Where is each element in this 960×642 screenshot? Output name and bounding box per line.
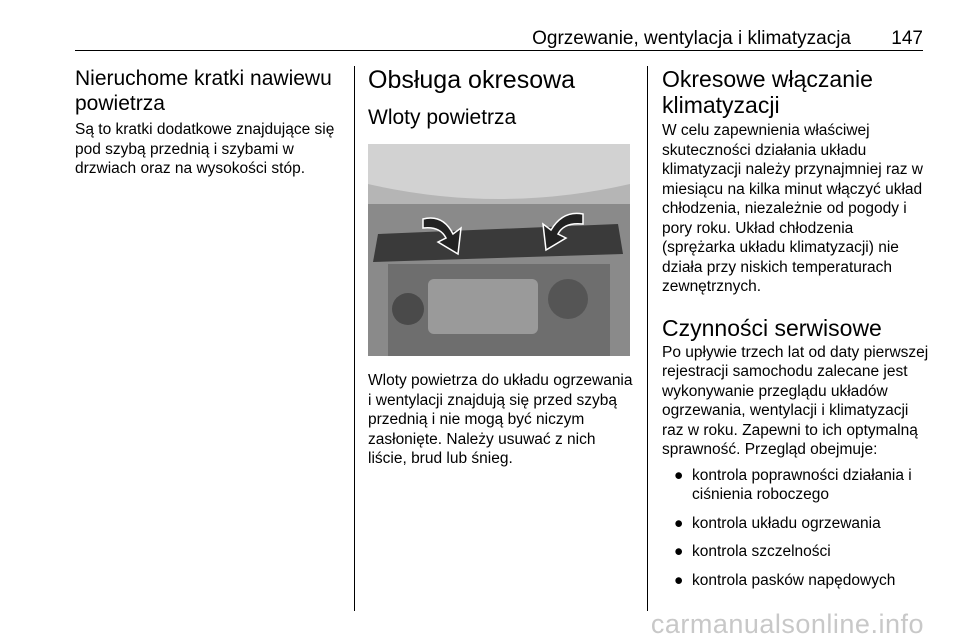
bullet-icon: ●	[674, 543, 684, 560]
section-heading-maintenance: Obsługa okresowa	[368, 66, 576, 94]
page-header	[75, 28, 923, 51]
column-3	[662, 66, 930, 599]
bullet-icon: ●	[674, 571, 684, 589]
air-inlets-text: Wloty powietrza do układu ogrzewania i wentylacji znajdują się przed szybą przednią i nie mogą być niczym zasłonięte. Należy usuwać z nich liście, brud lub śnieg.	[368, 372, 633, 467]
watermark: carmanualsonline.info	[650, 609, 924, 639]
subheading-air-inlets: Wloty powietrza	[368, 106, 517, 129]
section-heading-service: Czynności serwisowe	[662, 314, 882, 341]
list-item: ● kontrola układu ogrzewania	[674, 514, 881, 532]
bullet-icon: ●	[674, 514, 684, 532]
column-1	[75, 66, 345, 179]
engine-bay-photo	[368, 144, 630, 356]
bullet-icon: ●	[674, 466, 684, 484]
column-divider-2	[647, 66, 648, 611]
list-item: ● kontrola poprawności działania i ciśnienia roboczego	[674, 466, 912, 503]
vents-text: Są to kratki dodatkowe znajdujące się pod szybą przednią i szybami w drzwiach oraz na wysokości stóp.	[75, 121, 335, 177]
list-item: ● kontrola szczelności	[674, 543, 831, 560]
section-heading-vents: Nieruchome kratki nawiewu powietrza	[75, 67, 332, 115]
service-checklist	[662, 466, 930, 591]
ac-text: W celu zapewnienia właściwej skuteczności działania układu klimatyzacji należy przynajmniej raz w miesiącu na kilka minut włączyć układ chłodzenia, niezależnie od pogody i pory roku. Układ chłodzenia (sprężarka układu klimatyzacji) nie działa przy niskich temperaturach zewnętrznych.	[662, 122, 923, 295]
column-divider-1	[354, 66, 355, 611]
list-item: ● kontrola pasków napędowych	[674, 571, 896, 589]
section-heading-ac: Okresowe włączanie klimatyzacji	[662, 66, 873, 118]
header-title: Ogrzewanie, wentylacja i klimatyzacja	[532, 28, 851, 49]
service-text: Po upływie trzech lat od daty pierwszej rejestracji samochodu zalecane jest wykonywanie przeglądu układów ogrzewania, wentylacji i klimatyzacji raz w roku. Zapewni to ich optymalną sprawność. Przegląd obejmuje:	[662, 343, 929, 458]
column-2	[368, 66, 633, 469]
page-number: 147	[891, 28, 923, 49]
